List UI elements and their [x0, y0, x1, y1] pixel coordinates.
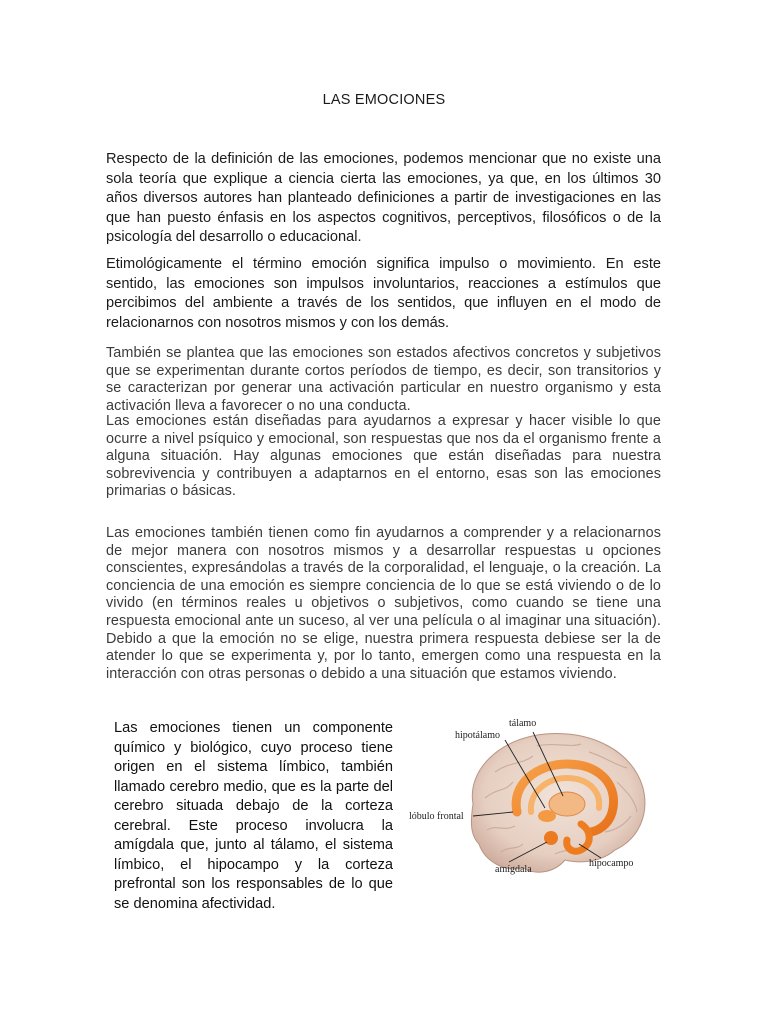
paragraph-emotion-design: Las emociones están diseñadas para ayudarnos a expresar y hacer visible lo que ocurre a nivel psíquico y emocional, son respuestas que nos da el organismo frente a alguna situación. Hay algunas emociones que están diseñadas para nuestra sobrevivencia y contribuyen a adaptarnos en el entorno, esas son las emociones primarias o básicas. [106, 413, 661, 500]
paragraph-emotion-purpose: Las emociones también tienen como fin ayudarnos a comprender y a relacionarnos de mejor manera con nosotros mismos y a desarrollar respuestas u opciones conscientes, expresándolas a través de la corporalidad, el lenguaje, o la creación. La conciencia de una emoción es siempre conciencia de lo que se está viviendo o de lo vivido (en términos reales u objetivos o subjetivos, como cuando se tiene una respuesta emocional ante un suceso, al ver una película o al imaginar una situación). Debido a que la emoción no se elige, nuestra primera respuesta debiese ser la de atender lo que se experimenta y, por lo tanto, emergen como una respuesta en la interacción con otras personas o debido a una situación que estamos viviendo. [106, 525, 661, 682]
limbic-system-text: Las emociones tienen un componente químico y biológico, cuyo proceso tiene origen en el sistema límbico, también llamado cerebro medio, que es la parte del cerebro situada debajo de la corteza cerebral. Este proceso involucra la amígdala que, junto al tálamo, el sistema límbico, el hipocampo y la corteza prefrontal son los responsables de lo que se denomina afectividad. [114, 720, 393, 912]
thalamus-shape [549, 792, 585, 816]
label-talamo: tálamo [509, 718, 537, 729]
paragraph-affective-states: También se plantea que las emociones son estados afectivos concretos y subjetivos que se experimentan durante cortos períodos de tiempo, es decir, son transitorios y se caracterizan por generar una activación particular en nuestro organismo y esta activación lleva a favorecer o no una conducta. [106, 345, 661, 414]
label-lobulo-frontal: lóbulo frontal [409, 811, 464, 822]
paragraph-etymology: Etimológicamente el término emoción significa impulso o movimiento. En este sentido, las emociones son impulsos involuntarios, reacciones a estímulos que percibimos del ambiente a través de los sentidos, que influyen en el modo de relacionarnos con nosotros mismos y con los demás. [106, 256, 661, 331]
label-hipotalamo: hipotálamo [455, 730, 500, 741]
page-title: LAS EMOCIONES [322, 92, 446, 108]
label-amigdala: amígdala [495, 864, 532, 875]
brain-limbic-diagram [405, 712, 665, 887]
hypothalamus-shape [538, 810, 556, 822]
label-hipocampo: hipocampo [589, 858, 634, 869]
paragraph-definition: Respecto de la definición de las emociones, podemos mencionar que no existe una sola teoría que explique a ciencia cierta las emociones, ya que, en los últimos 30 años diversos autores han planteado definiciones a partir de investigaciones en las que han puesto énfasis en los aspectos cognitivos, perceptivos, filosóficos o de la psicología del desarrollo o educacional. [106, 151, 661, 246]
brain-illustration [405, 712, 665, 887]
